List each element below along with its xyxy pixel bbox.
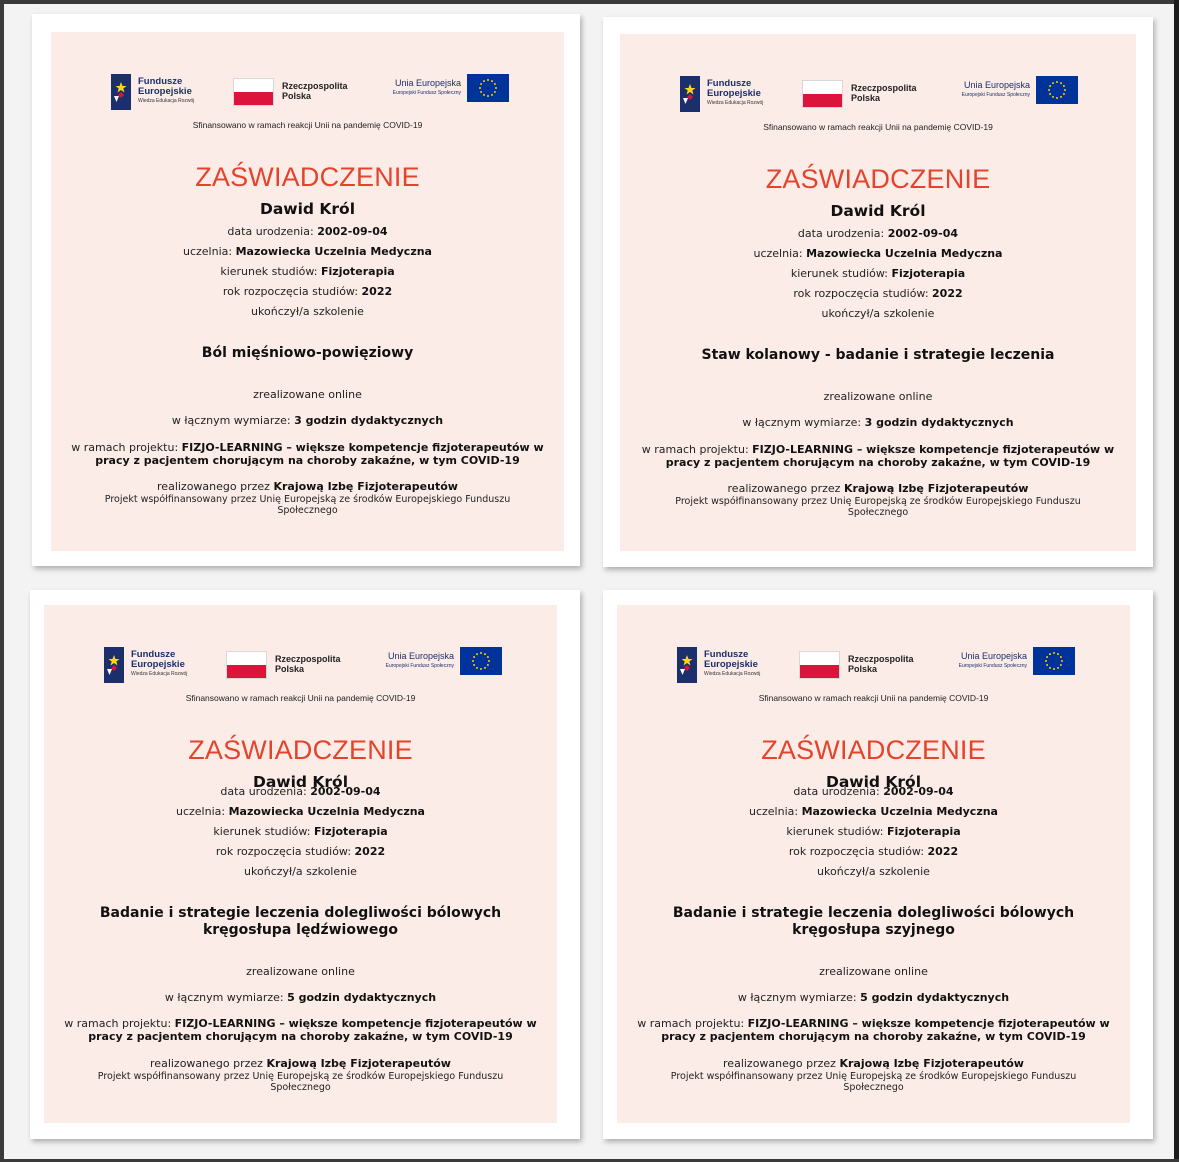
course-title: Ból mięśniowo-powięziowy	[201, 345, 414, 361]
birth-date-line: data urodzenia: 2002-09-04	[227, 225, 388, 238]
organizer-line: realizowanego przez Krajową Izbę Fizjoterapeutów	[157, 480, 458, 493]
birth-date-line: data urodzenia: 2002-09-04	[220, 785, 381, 798]
certificate-title: ZAŚWIADCZENIE	[765, 164, 991, 194]
rzeczpospolita-polska-logo	[226, 651, 356, 679]
fundusze-europejskie-icon	[111, 74, 131, 110]
polish-flag-icon	[799, 651, 840, 679]
organizer-line: realizowanego przez Krajową Izbę Fizjoterapeutów	[723, 1057, 1024, 1070]
fundusze-europejskie-logo	[680, 76, 780, 112]
online-line: zrealizowane online	[819, 965, 928, 978]
polish-flag-icon	[802, 80, 843, 108]
fundusze-europejskie-logo	[104, 647, 204, 683]
start-year-line: rok rozpoczęcia studiów: 2022	[793, 287, 963, 300]
rzeczpospolita-polska-logo	[802, 80, 932, 108]
fe-logo-subtext: Wiedza Edukacja Rozwój	[704, 671, 761, 677]
unia-europejska-logo	[939, 647, 1079, 675]
course-title: Staw kolanowy - badanie i strategie leczenia	[701, 347, 1055, 363]
fundusze-europejskie-icon	[680, 76, 700, 112]
certificate	[51, 32, 564, 551]
fundusze-europejskie-icon	[677, 647, 697, 683]
funding-note: Sfinansowano w ramach reakcji Unii na pandemię COVID-19	[758, 693, 989, 703]
field-of-study-line: kierunek studiów: Fizjoterapia	[220, 265, 395, 278]
certificate	[44, 605, 557, 1123]
certificate	[620, 34, 1136, 551]
start-year-line: rok rozpoczęcia studiów: 2022	[222, 285, 393, 298]
pl-logo-text: Rzeczpospolita Polska	[848, 654, 914, 674]
fe-logo-subtext: Wiedza Edukacja Rozwój	[707, 100, 764, 106]
certificate-page-2	[603, 17, 1153, 567]
funding-note: Sfinansowano w ramach reakcji Unii na pandemię COVID-19	[185, 693, 416, 703]
pl-logo-text: Rzeczpospolita Polska	[851, 83, 917, 103]
unia-europejska-logo	[942, 76, 1082, 104]
viewer-frame-left	[0, 0, 4, 1162]
sponsor-logos	[617, 647, 1130, 683]
hours-line: w łącznym wymiarze: 5 godzin dydaktycznych	[737, 991, 1010, 1004]
sponsor-logos	[51, 74, 564, 110]
online-line: zrealizowane online	[246, 965, 355, 978]
start-year-line: rok rozpoczęcia studiów: 2022	[788, 845, 959, 858]
eu-logo-text: Unia Europejska	[960, 651, 1027, 661]
fundusze-europejskie-icon	[104, 647, 124, 683]
fundusze-europejskie-logo	[677, 647, 777, 683]
organizer-line: realizowanego przez Krajową Izbę Fizjoterapeutów	[150, 1057, 451, 1070]
cofinanced-note: Projekt współfinansowany przez Unię Europejską ze środków Europejskiego Funduszu Społecznego	[97, 1071, 504, 1093]
certificate-title: ZAŚWIADCZENIE	[761, 735, 986, 765]
eu-logo-subtext: Europejski Fundusz Społeczny	[385, 663, 454, 669]
funding-note: Sfinansowano w ramach reakcji Unii na pandemię COVID-19	[192, 120, 423, 130]
field-of-study-line: kierunek studiów: Fizjoterapia	[786, 825, 961, 838]
project-line: w ramach projektu: FIZJO-LEARNING – większe kompetencje fizjoterapeutów w pracy z pacjentem chorującym na choroby zakaźne, w tym COVID-19	[71, 441, 544, 467]
completed-line: ukończył/a szkolenie	[251, 305, 364, 318]
fundusze-europejskie-logo	[111, 74, 211, 110]
completed-line: ukończył/a szkolenie	[244, 865, 357, 878]
participant-name: Dawid Król	[252, 773, 349, 791]
participant-name: Dawid Król	[825, 773, 922, 791]
university-line: uczelnia: Mazowiecka Uczelnia Medyczna	[176, 805, 425, 818]
eu-flag-icon	[467, 74, 509, 102]
organizer-line: realizowanego przez Krajową Izbę Fizjoterapeutów	[727, 482, 1029, 495]
fe-logo-text: Fundusze Europejskie	[707, 78, 761, 99]
funding-note: Sfinansowano w ramach reakcji Unii na pandemię COVID-19	[763, 122, 993, 132]
course-title: Badanie i strategie leczenia dolegliwości bólowych kręgosłupa szyjnego	[672, 905, 1075, 938]
unia-europejska-logo	[373, 74, 513, 102]
project-line: w ramach projektu: FIZJO-LEARNING – większe kompetencje fizjoterapeutów w pracy z pacjentem chorującym na choroby zakaźne, w tym COVID-19	[641, 443, 1115, 469]
certificate-title: ZAŚWIADCZENIE	[188, 735, 413, 765]
completed-line: ukończył/a szkolenie	[821, 307, 935, 320]
hours-line: w łącznym wymiarze: 3 godzin dydaktycznych	[742, 416, 1014, 429]
cofinanced-note: Projekt współfinansowany przez Unię Europejską ze środków Europejskiego Funduszu Społecznego	[675, 496, 1081, 518]
certificate-title: ZAŚWIADCZENIE	[195, 162, 420, 192]
field-of-study-line: kierunek studiów: Fizjoterapia	[213, 825, 388, 838]
pl-logo-text: Rzeczpospolita Polska	[282, 81, 348, 101]
eu-logo-subtext: Europejski Fundusz Społeczny	[958, 663, 1027, 669]
participant-name: Dawid Król	[259, 200, 356, 218]
project-line: w ramach projektu: FIZJO-LEARNING – większe kompetencje fizjoterapeutów w pracy z pacjentem chorującym na choroby zakaźne, w tym COVID-19	[637, 1017, 1110, 1043]
fe-logo-text: Fundusze Europejskie	[704, 649, 758, 670]
rzeczpospolita-polska-logo	[799, 651, 929, 679]
eu-flag-icon	[1033, 647, 1075, 675]
polish-flag-icon	[233, 78, 274, 106]
polish-flag-icon	[226, 651, 267, 679]
certificate-page-3	[30, 590, 580, 1139]
start-year-line: rok rozpoczęcia studiów: 2022	[215, 845, 386, 858]
university-line: uczelnia: Mazowiecka Uczelnia Medyczna	[753, 247, 1003, 260]
certificate-page-1	[32, 14, 580, 566]
cofinanced-note: Projekt współfinansowany przez Unię Europejską ze środków Europejskiego Funduszu Społecznego	[670, 1071, 1077, 1093]
project-line: w ramach projektu: FIZJO-LEARNING – większe kompetencje fizjoterapeutów w pracy z pacjentem chorującym na choroby zakaźne, w tym COVID-19	[64, 1017, 537, 1043]
viewer-frame-top	[0, 0, 1179, 4]
eu-logo-text: Unia Europejska	[394, 78, 461, 88]
fe-logo-text: Fundusze Europejskie	[138, 76, 192, 97]
unia-europejska-logo	[366, 647, 506, 675]
birth-date-line: data urodzenia: 2002-09-04	[793, 785, 954, 798]
field-of-study-line: kierunek studiów: Fizjoterapia	[790, 267, 966, 280]
hours-line: w łącznym wymiarze: 5 godzin dydaktycznych	[164, 991, 437, 1004]
course-title: Badanie i strategie leczenia dolegliwości bólowych kręgosłupa lędźwiowego	[99, 905, 502, 938]
certificate-page-4	[603, 590, 1153, 1139]
online-line: zrealizowane online	[253, 388, 362, 401]
university-line: uczelnia: Mazowiecka Uczelnia Medyczna	[183, 245, 432, 258]
completed-line: ukończył/a szkolenie	[817, 865, 930, 878]
cofinanced-note: Projekt współfinansowany przez Unię Europejską ze środków Europejskiego Funduszu Społecznego	[104, 494, 511, 516]
viewer-frame-right	[1174, 0, 1179, 1162]
birth-date-line: data urodzenia: 2002-09-04	[797, 227, 959, 240]
eu-flag-icon	[460, 647, 502, 675]
fe-logo-subtext: Wiedza Edukacja Rozwój	[131, 671, 188, 677]
participant-name: Dawid Król	[830, 202, 926, 220]
certificate	[617, 605, 1130, 1123]
eu-logo-text: Unia Europejska	[387, 651, 454, 661]
eu-flag-icon	[1036, 76, 1078, 104]
fe-logo-text: Fundusze Europejskie	[131, 649, 185, 670]
pl-logo-text: Rzeczpospolita Polska	[275, 654, 341, 674]
fe-logo-subtext: Wiedza Edukacja Rozwój	[138, 98, 195, 104]
eu-logo-subtext: Europejski Fundusz Społeczny	[961, 92, 1030, 98]
rzeczpospolita-polska-logo	[233, 78, 363, 106]
hours-line: w łącznym wymiarze: 3 godzin dydaktycznych	[171, 414, 444, 427]
sponsor-logos	[44, 647, 557, 683]
sponsor-logos	[620, 76, 1136, 112]
eu-logo-subtext: Europejski Fundusz Społeczny	[392, 90, 461, 96]
university-line: uczelnia: Mazowiecka Uczelnia Medyczna	[749, 805, 998, 818]
eu-logo-text: Unia Europejska	[963, 80, 1030, 90]
online-line: zrealizowane online	[823, 390, 933, 403]
